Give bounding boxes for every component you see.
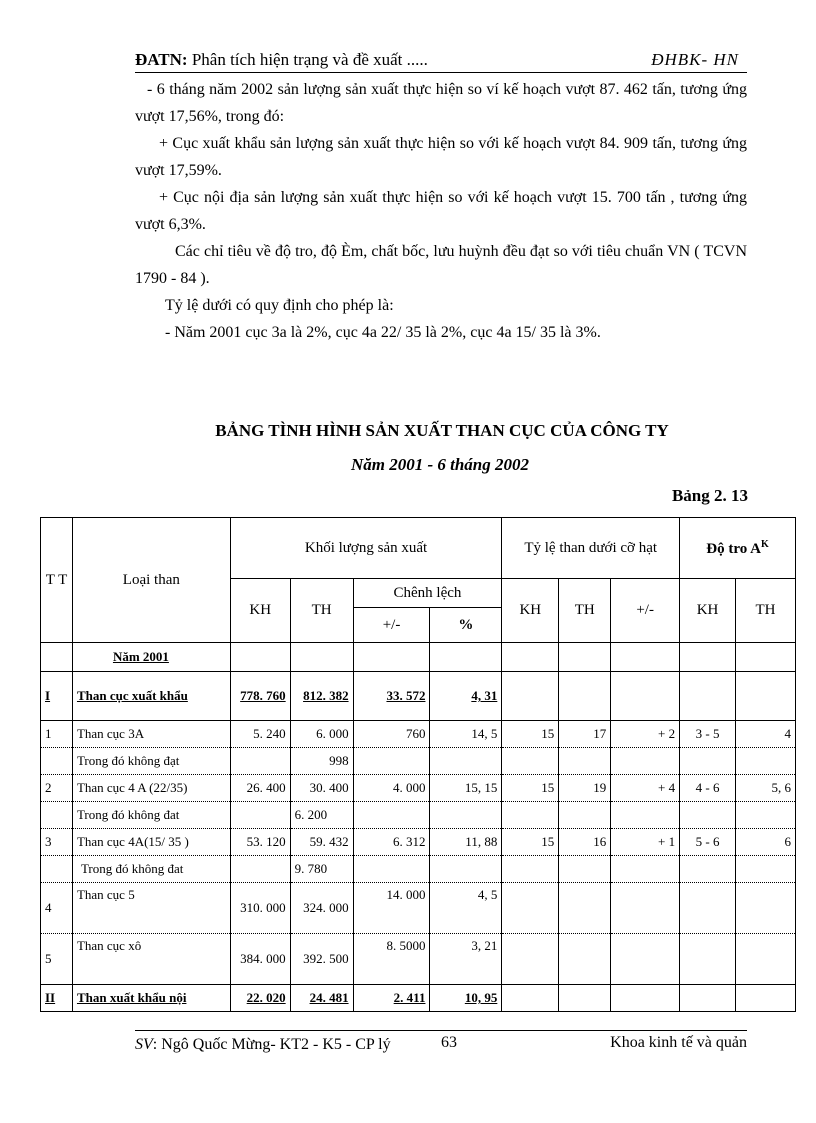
table-row: 5 Than cục xô 384. 000 392. 500 8. 5000 3, 21	[41, 934, 796, 985]
header-ratio-kh: KH	[502, 579, 559, 643]
header-ratio-pm: +/-	[611, 579, 680, 643]
footer-student: SV: Ngô Quốc Mừng- KT2 - K5 - CP lý	[135, 1036, 391, 1053]
header-do-tro: Độ tro $A^K$	[680, 518, 796, 579]
year-label: Năm 2001	[72, 643, 230, 672]
header-khoi-luong: Khối lượng sản xuất	[230, 518, 502, 579]
paragraph: Các chỉ tiêu về độ tro, độ Èm, chất bốc, lưu huỳnh đều đạt so với tiêu chuẩn VN ( TCVN 1790 - 84 ).	[135, 243, 747, 287]
header-percent: %	[430, 608, 502, 643]
page-number: 63	[441, 1034, 457, 1051]
table-row: Trong đó không đạt 998	[41, 748, 796, 775]
paragraph: + Cục nội địa sản lượng sản xuất thực hiện so với kế hoạch vượt 15. 700 tấn , tương ứng vượt 6,3%.	[135, 189, 747, 233]
body-text	[135, 76, 747, 346]
paragraph: + Cục xuất khẩu sản lượng sản xuất thực hiện so với kế hoạch vượt 84. 909 tấn, tương ứng vượt 17,59%.	[135, 135, 747, 179]
header-plus-minus: +/-	[353, 608, 430, 643]
table-row: II Than xuất khẩu nội 22. 020 24. 481 2. 411 10, 95	[41, 985, 796, 1012]
header-ty-le: Tỷ lệ than dưới cỡ hạt	[502, 518, 680, 579]
table-row: 4 Than cục 5 310. 000 324. 000 14. 000 4, 5	[41, 883, 796, 934]
page-header	[135, 50, 747, 73]
table-row: Trong đó không đat 6. 200	[41, 802, 796, 829]
header-kh: KH	[230, 579, 290, 643]
header-ratio-th: TH	[559, 579, 611, 643]
header-ash-kh: KH	[680, 579, 736, 643]
table-row: Trong đó không đat 9. 780	[41, 856, 796, 883]
header-title: ĐATN: Phân tích hiện trạng và đề xuất .....	[135, 50, 428, 69]
header-chenh-lech: Chênh lệch	[353, 579, 502, 608]
footer-department: Khoa kinh tế và quản	[610, 1034, 747, 1051]
paragraph: Tỷ lệ dưới có quy định cho phép là:	[165, 297, 394, 314]
header-loai-than: Loại than	[72, 518, 230, 643]
table-title: BẢNG TÌNH HÌNH SẢN XUẤT THAN CỤC CỦA CÔNG TY	[215, 421, 669, 440]
table-row: I Than cục xuất khẩu 778. 760 812. 382 33. 572 4, 31	[41, 672, 796, 721]
table-row: 3 Than cục 4A(15/ 35 ) 53. 120 59. 432 6. 312 11, 88 15 16 + 1 5 - 6 6	[41, 829, 796, 856]
table-row: 1 Than cục 3A 5. 240 6. 000 760 14, 5 15 17 + 2 3 - 5 4	[41, 721, 796, 748]
paragraph: - Năm 2001 cục 3a là 2%, cục 4a 22/ 35 là 2%, cục 4a 15/ 35 là 3%.	[165, 324, 601, 341]
page-footer	[135, 1030, 747, 1053]
paragraph: - 6 tháng năm 2002 sản lượng sản xuất thực hiện so ví kế hoạch vượt 87. 462 tấn, tương ứng vượt 17,56%, trong đó:	[135, 81, 747, 125]
production-table	[40, 517, 796, 1012]
table-subtitle: Năm 2001 - 6 tháng 2002	[350, 455, 530, 474]
header-university: ĐHBK- HN	[651, 50, 739, 69]
header-th: TH	[290, 579, 353, 643]
header-tt: T T	[41, 518, 73, 643]
table-reference: Bảng 2. 13	[671, 486, 748, 505]
table-row: 2 Than cục 4 A (22/35) 26. 400 30. 400 4. 000 15, 15 15 19 + 4 4 - 6 5, 6	[41, 775, 796, 802]
header-ash-th: TH	[736, 579, 796, 643]
